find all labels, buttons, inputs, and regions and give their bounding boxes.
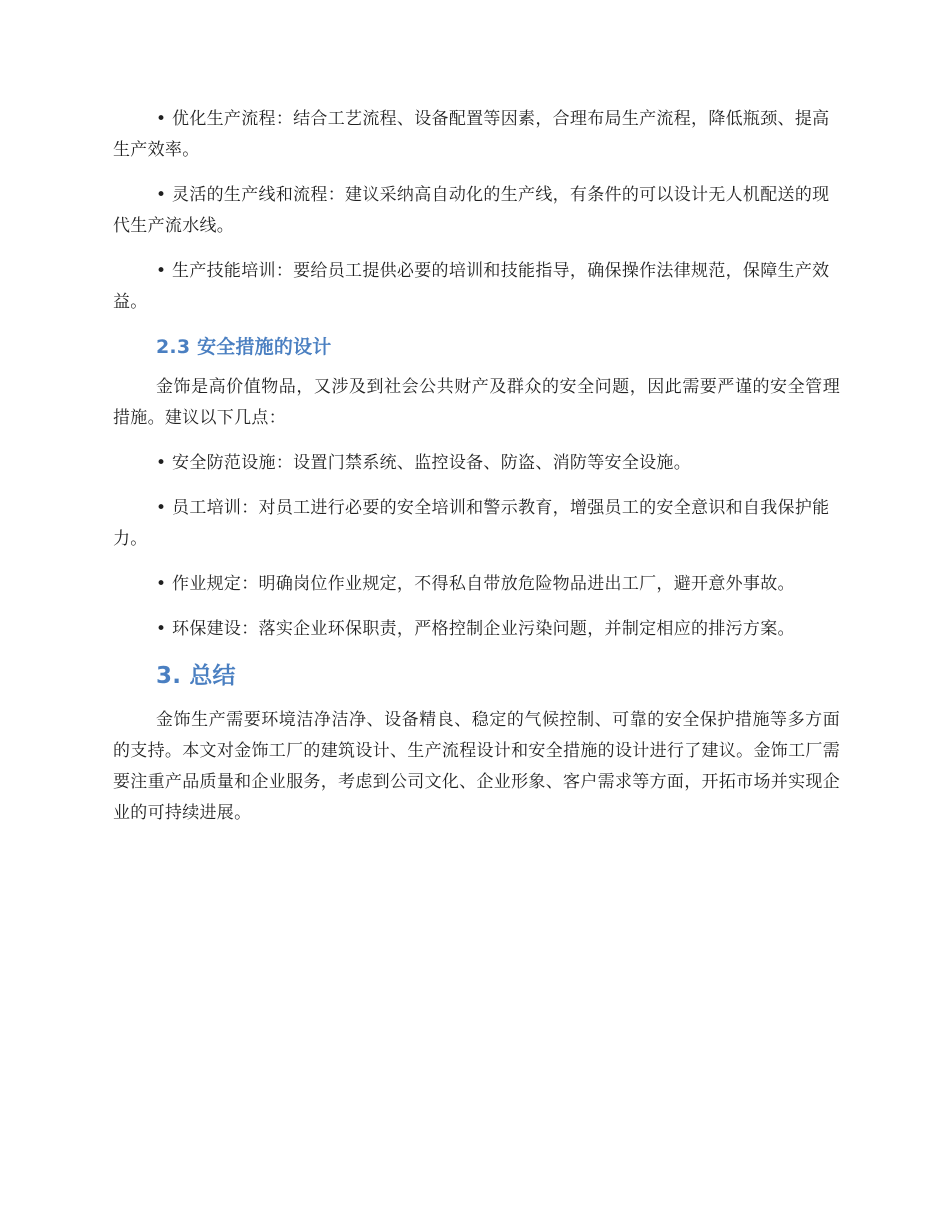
bullet-staff-training: • 员工培训：对员工进行必要的安全培训和警示教育，增强员工的安全意识和自我保护能力。 (113, 498, 830, 549)
bullet-optimize-process: • 优化生产流程：结合工艺流程、设备配置等因素，合理布局生产流程，降低瓶颈、提高生产效率。 (113, 109, 830, 160)
section-2-3-intro: 金饰是高价值物品，又涉及到社会公共财产及群众的安全问题，因此需要严谨的安全管理措施。建议以下几点： (113, 377, 840, 428)
section-heading-2-3: 2.3 安全措施的设计 (156, 336, 332, 358)
document-page (113, 104, 840, 843)
bullet-work-rules: • 作业规定：明确岗位作业规定，不得私自带放危险物品进出工厂，避开意外事故。 (156, 574, 795, 594)
section-3-summary: 金饰生产需要环境洁净洁净、设备精良、稳定的气候控制、可靠的安全保护措施等多方面的支持。本文对金饰工厂的建筑设计、生产流程设计和安全措施的设计进行了建议。金饰工厂需要注重产品质量和企业服务，考虑到公司文化、企业形象、客户需求等方面，开拓市场并实现企业的可持续进展。 (113, 710, 840, 823)
bullet-security-facilities: • 安全防范设施：设置门禁系统、监控设备、防盗、消防等安全设施。 (156, 453, 692, 473)
bullet-skill-training: • 生产技能培训：要给员工提供必要的培训和技能指导，确保操作法律规范，保障生产效益。 (113, 261, 830, 312)
section-heading-3: 3. 总结 (156, 663, 236, 689)
bullet-environmental: • 环保建设：落实企业环保职责，严格控制企业污染问题，并制定相应的排污方案。 (156, 619, 795, 639)
bullet-flexible-line: • 灵活的生产线和流程：建议采纳高自动化的生产线，有条件的可以设计无人机配送的现代生产流水线。 (113, 185, 830, 236)
